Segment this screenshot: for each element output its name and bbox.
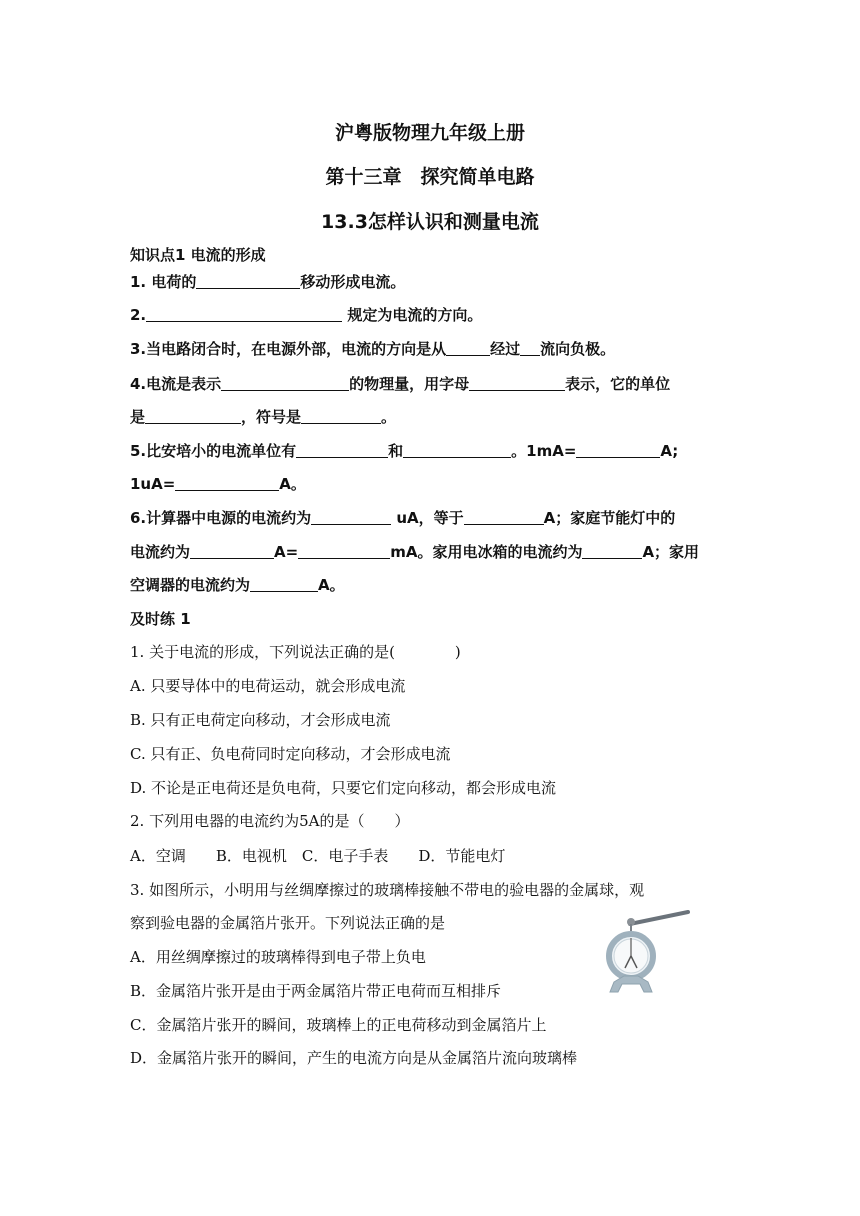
answer-blank[interactable]: [296, 443, 388, 458]
practice-1-option-d: D. 不论是正电荷还是负电荷，只要它们定向移动，都会形成电流: [130, 779, 557, 797]
answer-blank[interactable]: [298, 544, 390, 559]
answer-blank[interactable]: [221, 376, 349, 391]
answer-blank[interactable]: [464, 510, 544, 525]
practice-3-option-a: A．用丝绸摩擦过的玻璃棒得到电子带上负电: [130, 948, 426, 966]
practice-3-stem-line-1: 3. 如图所示，小明用与丝绸摩擦过的玻璃棒接触不带电的验电器的金属球，观: [130, 881, 645, 899]
answer-blank[interactable]: [520, 341, 540, 356]
answer-blank[interactable]: [576, 443, 660, 458]
answer-blank[interactable]: [582, 544, 642, 559]
question-3: 3.当电路闭合时，在电源外部，电流的方向是从 经过 流向负极。: [130, 340, 616, 358]
practice-2-stem: 2. 下列用电器的电流约为5A的是（ ）: [130, 812, 410, 830]
question-4: 4.电流是表示 的物理量，用字母 表示，它的单位: [130, 375, 671, 393]
practice-1-option-a: A. 只要导体中的电荷运动，就会形成电流: [130, 677, 406, 695]
question-5-continued: 1uA= A。: [130, 475, 306, 493]
answer-blank[interactable]: [250, 577, 318, 592]
section-title: 13.3怎样认识和测量电流: [321, 211, 539, 233]
question-6-continued-2: 空调器的电流约为 A。: [130, 576, 345, 594]
chapter-title: 第十三章 探究简单电路: [325, 166, 535, 188]
question-6-continued: 电流约为 A= mA。家用电冰箱的电流约为 A；家用: [130, 543, 700, 561]
practice-3-option-b: B．金属箔片张开是由于两金属箔片带正电荷而互相排斥: [130, 982, 502, 1000]
knowledge-point-heading: 知识点1 电流的形成: [130, 246, 266, 264]
answer-blank[interactable]: [446, 341, 490, 356]
practice-3-option-c: C．金属箔片张开的瞬间，玻璃棒上的正电荷移动到金属箔片上: [130, 1016, 547, 1034]
practice-1-stem: 1. 关于电流的形成，下列说法正确的是( ): [130, 643, 461, 661]
answer-blank[interactable]: [301, 409, 381, 424]
practice-heading: 及时练 1: [130, 610, 191, 628]
answer-blank[interactable]: [403, 443, 511, 458]
practice-2-options: A．空调 B．电视机 C．电子手表 D．节能电灯: [130, 847, 506, 865]
question-6: 6.计算器中电源的电流约为 uA，等于 A；家庭节能灯中的: [130, 509, 676, 527]
practice-1-option-c: C. 只有正、负电荷同时定向移动，才会形成电流: [130, 745, 451, 763]
answer-blank[interactable]: [469, 376, 565, 391]
practice-3-stem-line-2: 察到验电器的金属箔片张开。下列说法正确的是: [130, 914, 446, 932]
question-4-continued: 是 ，符号是 。: [130, 408, 397, 426]
answer-blank[interactable]: [175, 476, 279, 491]
answer-blank[interactable]: [190, 544, 274, 559]
question-1: 1. 电荷的 移动形成电流。: [130, 273, 406, 291]
electroscope-icon: [604, 906, 690, 998]
answer-blank[interactable]: [196, 274, 300, 289]
question-5: 5.比安培小的电流单位有 和 。1mA= A;: [130, 442, 679, 460]
answer-blank[interactable]: [145, 409, 241, 424]
practice-1-option-b: B. 只有正电荷定向移动，才会形成电流: [130, 711, 391, 729]
answer-blank[interactable]: [146, 307, 342, 322]
book-title: 沪粤版物理九年级上册: [334, 122, 525, 144]
answer-blank[interactable]: [311, 510, 391, 525]
practice-3-option-d: D．金属箔片张开的瞬间，产生的电流方向是从金属箔片流向玻璃棒: [130, 1049, 578, 1067]
question-2: 2. 规定为电流的方向。: [130, 306, 483, 324]
